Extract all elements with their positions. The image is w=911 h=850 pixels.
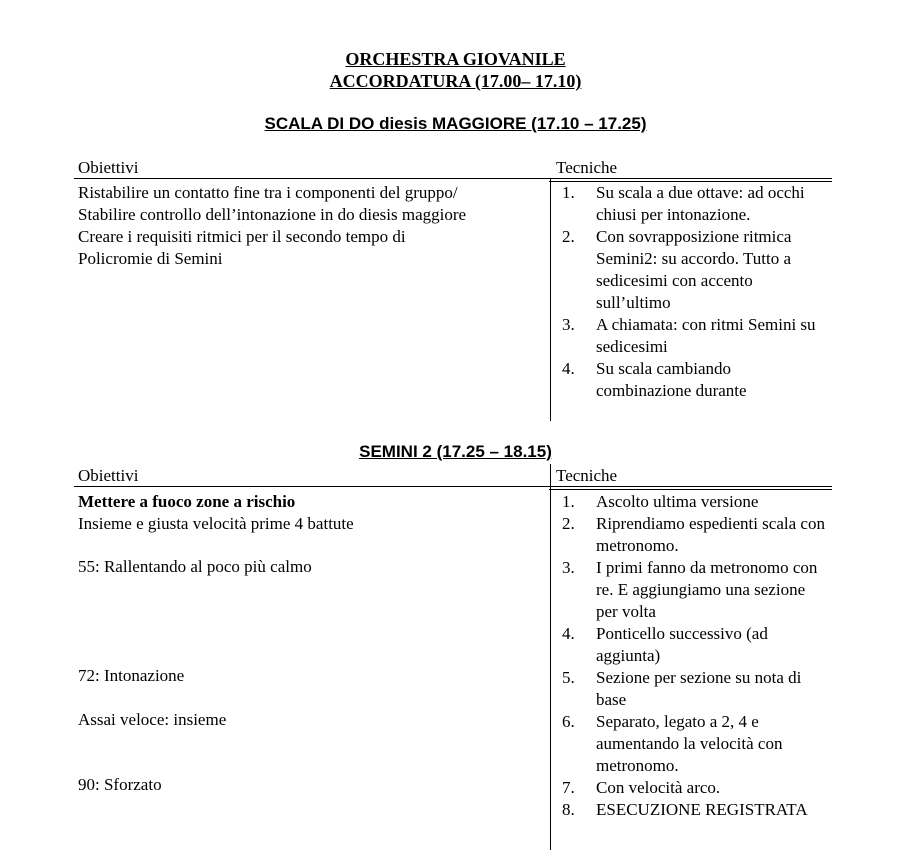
section1-header-rule (74, 178, 832, 179)
section2-objectives-header: Obiettivi (78, 466, 139, 485)
header-title: ORCHESTRA GIOVANILE (345, 49, 566, 69)
objective-line: Policromie di Semini (78, 249, 223, 268)
technique-item: 2. Riprendiamo espedienti scala con metronomo. (562, 514, 825, 555)
section2-column-divider (550, 464, 551, 850)
technique-item: 1. Ascolto ultima versione (562, 492, 759, 511)
objective-line: Assai veloce: insieme (78, 710, 227, 729)
section1-column-divider (550, 178, 551, 421)
technique-item: 4. Ponticello successivo (ad aggiunta) (562, 624, 768, 665)
technique-item: 7. Con velocità arco. (562, 778, 721, 797)
section1-techniques-header: Tecniche (556, 158, 618, 177)
section2-techniques (562, 491, 830, 821)
section2-techniques-header: Tecniche (556, 466, 618, 485)
objective-line: 55: Rallentando al poco più calmo (78, 557, 312, 576)
objective-line: 90: Sforzato (78, 775, 162, 794)
technique-item: 4. Su scala cambiando combinazione durante (562, 359, 747, 400)
technique-item: 8. ESECUZIONE REGISTRATA (562, 800, 808, 819)
section2-header-rule-secondary (549, 489, 832, 490)
objective-line: Insieme e giusta velocità prime 4 battute (78, 514, 354, 533)
section2-objectives-heading: Mettere a fuoco zone a rischio (78, 492, 296, 511)
objective-line: Creare i requisiti ritmici per il secondo tempo di (78, 227, 406, 246)
technique-item: 3. A chiamata: con ritmi Semini su sedicesimi (562, 315, 816, 356)
objective-line: Stabilire controllo dell’intonazione in do diesis maggiore (78, 205, 467, 224)
technique-item: 6. Separato, legato a 2, 4 e aumentando la velocità con metronomo. (562, 712, 783, 775)
objective-line: 72: Intonazione (78, 666, 185, 685)
technique-item: 1. Su scala a due ottave: ad occhi chiusi per intonazione. (562, 183, 805, 224)
section1-techniques (562, 182, 830, 402)
section1-title: SCALA DI DO diesis MAGGIORE (17.10 – 17.25) (264, 114, 647, 133)
technique-item: 2. Con sovrapposizione ritmica Semini2: su accordo. Tutto a sedicesimi con accento sull’ultimo (562, 227, 792, 312)
section2-title: SEMINI 2 (17.25 – 18.15) (359, 442, 552, 461)
section1-objectives (78, 182, 548, 270)
section2-header-rule (74, 486, 832, 487)
technique-item: 5. Sezione per sezione su nota di base (562, 668, 802, 709)
objective-line: Ristabilire un contatto fine tra i componenti del gruppo/ (78, 183, 458, 202)
header-subtitle: ACCORDATURA (17.00– 17.10) (329, 71, 582, 91)
technique-item: 3. I primi fanno da metronomo con re. E aggiungiamo una sezione per volta (562, 558, 818, 621)
section1-objectives-header: Obiettivi (78, 158, 139, 177)
